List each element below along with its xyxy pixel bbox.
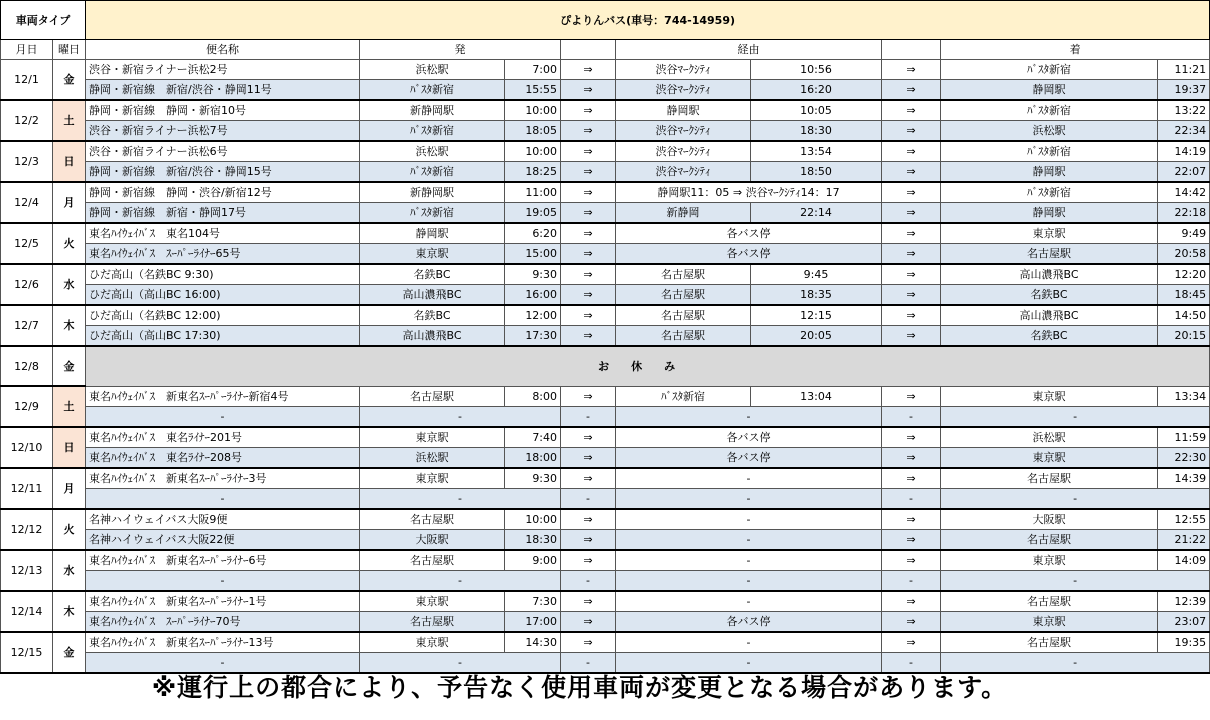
departure-place: ﾊﾞｽﾀ新宿 xyxy=(360,203,505,224)
arrival-place: ﾊﾞｽﾀ新宿 xyxy=(941,182,1158,203)
date-cell: 12/14 xyxy=(1,591,53,632)
departure-time: 10:00 xyxy=(505,509,561,530)
arrow: ⇒ xyxy=(882,611,941,632)
weekday-cell: 土 xyxy=(53,100,86,141)
arrow: ⇒ xyxy=(561,121,616,142)
arrival-place: 名古屋駅 xyxy=(941,244,1158,265)
arrival-time: 12:39 xyxy=(1158,591,1210,612)
departure-time: 14:30 xyxy=(505,632,561,653)
arrow: ⇒ xyxy=(882,632,941,653)
arrow: ⇒ xyxy=(561,305,616,326)
arrival-time: 14:50 xyxy=(1158,305,1210,326)
arrival-place: 高山濃飛BC xyxy=(941,305,1158,326)
departure-place: ﾊﾞｽﾀ新宿 xyxy=(360,121,505,142)
weekday-cell: 水 xyxy=(53,550,86,591)
date-cell: 12/5 xyxy=(1,223,53,264)
arrival-time: 13:22 xyxy=(1158,100,1210,121)
route-name: 東名ﾊｲｳｪｲﾊﾞｽ 新東名ｽｰﾊﾟｰﾗｲﾅｰ6号 xyxy=(86,550,360,571)
via-time: 10:05 xyxy=(751,100,882,121)
arrival-time: 12:20 xyxy=(1158,264,1210,285)
via-place: - xyxy=(616,550,882,571)
route-name: 渋谷・新宿ライナー浜松2号 xyxy=(86,60,360,80)
route-name: ひだ高山（高山BC 16:00) xyxy=(86,285,360,306)
departure-time: 7:30 xyxy=(505,591,561,612)
arrival-place: 浜松駅 xyxy=(941,427,1158,448)
arrival-time: 20:58 xyxy=(1158,244,1210,265)
route-name: 東名ﾊｲｳｪｲﾊﾞｽ ｽｰﾊﾟｰﾗｲﾅｰ65号 xyxy=(86,244,360,265)
route-name: 東名ﾊｲｳｪｲﾊﾞｽ 東名104号 xyxy=(86,223,360,244)
date-cell: 12/2 xyxy=(1,100,53,141)
via-time: 18:50 xyxy=(751,162,882,183)
arrival-place: 大阪駅 xyxy=(941,509,1158,530)
via-place: - xyxy=(616,591,882,612)
schedule-row xyxy=(1,529,1210,550)
via-place: 各バス停 xyxy=(616,447,882,468)
weekday-cell: 日 xyxy=(53,427,86,468)
departure-time: 7:00 xyxy=(505,60,561,80)
arrival-time: 22:30 xyxy=(1158,447,1210,468)
via-place: - xyxy=(616,632,882,653)
via-place: - xyxy=(616,509,882,530)
route-name: 静岡・新宿線 新宿・静岡17号 xyxy=(86,203,360,224)
col-header-via: 経由 xyxy=(616,40,882,60)
via-time: 18:30 xyxy=(751,121,882,142)
arrival-place: 高山濃飛BC xyxy=(941,264,1158,285)
arrow: ⇒ xyxy=(561,427,616,448)
arrow: ⇒ xyxy=(561,386,616,406)
date-cell: 12/11 xyxy=(1,468,53,509)
schedule-row xyxy=(1,203,1210,224)
arrow: ⇒ xyxy=(561,141,616,162)
weekday-cell: 月 xyxy=(53,182,86,223)
via-place: - xyxy=(616,468,882,489)
holiday-cell: お休み xyxy=(86,346,1210,386)
departure-time: 17:30 xyxy=(505,326,561,347)
date-cell: 12/10 xyxy=(1,427,53,468)
via-place: ﾊﾞｽﾀ新宿 xyxy=(616,386,751,406)
schedule-row xyxy=(1,100,1210,121)
departure-place: 東京駅 xyxy=(360,591,505,612)
route-name: 静岡・新宿線 新宿/渋谷・静岡15号 xyxy=(86,162,360,183)
schedule-row xyxy=(1,488,1210,509)
arrow: ⇒ xyxy=(882,80,941,101)
schedule-row xyxy=(1,386,1210,406)
departure-time: 18:30 xyxy=(505,529,561,550)
schedule-row xyxy=(1,611,1210,632)
arrow: ⇒ xyxy=(882,203,941,224)
weekday-cell: 月 xyxy=(53,468,86,509)
arrow: ⇒ xyxy=(561,203,616,224)
departure-time: 8:00 xyxy=(505,386,561,406)
route-name: 東名ﾊｲｳｪｲﾊﾞｽ ｽｰﾊﾟｰﾗｲﾅｰ70号 xyxy=(86,611,360,632)
departure-time: 10:00 xyxy=(505,100,561,121)
schedule-row xyxy=(1,550,1210,571)
arrow: ⇒ xyxy=(882,60,941,80)
arrow: ⇒ xyxy=(561,611,616,632)
col-header-name: 便名称 xyxy=(86,40,360,60)
arrival-time: 19:35 xyxy=(1158,632,1210,653)
departure-place: 東京駅 xyxy=(360,244,505,265)
arrow: ⇒ xyxy=(882,223,941,244)
arrow: ⇒ xyxy=(882,326,941,347)
via-time: 9:45 xyxy=(751,264,882,285)
via-time: 13:54 xyxy=(751,141,882,162)
arrow: ⇒ xyxy=(561,509,616,530)
arrow: ⇒ xyxy=(882,285,941,306)
col-header-date: 月日 xyxy=(1,40,53,60)
arrival-place: 静岡駅 xyxy=(941,80,1158,101)
via-place: - xyxy=(616,570,882,591)
via-time: 12:15 xyxy=(751,305,882,326)
departure-time: 17:00 xyxy=(505,611,561,632)
date-cell: 12/7 xyxy=(1,305,53,346)
route-name: 東名ﾊｲｳｪｲﾊﾞｽ 新東名ｽｰﾊﾟｰﾗｲﾅｰ新宿4号 xyxy=(86,386,360,406)
arrival-time: 22:07 xyxy=(1158,162,1210,183)
arrow: ⇒ xyxy=(882,244,941,265)
arrow: ⇒ xyxy=(882,141,941,162)
arrival-place: 東京駅 xyxy=(941,447,1158,468)
schedule-row xyxy=(1,141,1210,162)
arrow: - xyxy=(882,406,941,427)
departure-place: 名古屋駅 xyxy=(360,386,505,406)
arrow: - xyxy=(561,406,616,427)
arrow: ⇒ xyxy=(561,80,616,101)
route-name: ひだ高山（高山BC 17:30) xyxy=(86,326,360,347)
arrow: ⇒ xyxy=(882,182,941,203)
departure-time: 18:00 xyxy=(505,447,561,468)
date-cell: 12/3 xyxy=(1,141,53,182)
departure-time: 15:00 xyxy=(505,244,561,265)
schedule-row xyxy=(1,60,1210,80)
via-place: 各バス停 xyxy=(616,611,882,632)
arrow: ⇒ xyxy=(882,100,941,121)
arrow: ⇒ xyxy=(561,162,616,183)
arrow: ⇒ xyxy=(561,632,616,653)
arrival-place: 名古屋駅 xyxy=(941,529,1158,550)
via-place: 名古屋駅 xyxy=(616,264,751,285)
departure-time: 7:40 xyxy=(505,427,561,448)
arrival-place: ﾊﾞｽﾀ新宿 xyxy=(941,100,1158,121)
weekday-cell: 木 xyxy=(53,591,86,632)
via-place: 渋谷ﾏｰｸｼﾃｨ xyxy=(616,121,751,142)
arrival-time: 18:45 xyxy=(1158,285,1210,306)
via-place: - xyxy=(616,652,882,673)
schedule-row xyxy=(1,447,1210,468)
date-cell: 12/12 xyxy=(1,509,53,550)
arrow: ⇒ xyxy=(561,468,616,489)
departure-time: 19:05 xyxy=(505,203,561,224)
arrival-time: 19:37 xyxy=(1158,80,1210,101)
arrival-time: 21:22 xyxy=(1158,529,1210,550)
col-header-depart: 発 xyxy=(360,40,561,60)
arrow: ⇒ xyxy=(561,285,616,306)
route-name: - xyxy=(86,406,360,427)
arrival-time: 22:34 xyxy=(1158,121,1210,142)
arrival-place: 浜松駅 xyxy=(941,121,1158,142)
departure-place: - xyxy=(360,488,561,509)
departure-place: 高山濃飛BC xyxy=(360,326,505,347)
departure-time: 11:00 xyxy=(505,182,561,203)
weekday-cell: 土 xyxy=(53,386,86,427)
arrival-place: 静岡駅 xyxy=(941,162,1158,183)
arrow: ⇒ xyxy=(561,264,616,285)
arrival-place: - xyxy=(941,652,1210,673)
col-header-arrow2 xyxy=(882,40,941,60)
route-name: - xyxy=(86,652,360,673)
date-cell: 12/1 xyxy=(1,60,53,101)
col-header-arrive: 着 xyxy=(941,40,1210,60)
arrow: ⇒ xyxy=(561,60,616,80)
weekday-cell: 日 xyxy=(53,141,86,182)
route-name: 東名ﾊｲｳｪｲﾊﾞｽ 新東名ｽｰﾊﾟｰﾗｲﾅｰ3号 xyxy=(86,468,360,489)
date-cell: 12/6 xyxy=(1,264,53,305)
arrival-time: 11:21 xyxy=(1158,60,1210,80)
route-name: 東名ﾊｲｳｪｲﾊﾞｽ 東名ﾗｲﾅｰ201号 xyxy=(86,427,360,448)
departure-time: 9:00 xyxy=(505,550,561,571)
departure-place: 名古屋駅 xyxy=(360,509,505,530)
via-place: 名古屋駅 xyxy=(616,326,751,347)
arrow: - xyxy=(882,488,941,509)
arrival-time: 22:18 xyxy=(1158,203,1210,224)
schedule-row xyxy=(1,468,1210,489)
via-time: 13:04 xyxy=(751,386,882,406)
route-name: 渋谷・新宿ライナー浜松6号 xyxy=(86,141,360,162)
arrival-time: 12:55 xyxy=(1158,509,1210,530)
departure-time: 9:30 xyxy=(505,468,561,489)
departure-place: 東京駅 xyxy=(360,468,505,489)
schedule-row xyxy=(1,632,1210,653)
departure-place: 名古屋駅 xyxy=(360,550,505,571)
via-time: 18:35 xyxy=(751,285,882,306)
arrival-time: 20:15 xyxy=(1158,326,1210,347)
day-row xyxy=(1,346,1210,386)
route-name: 東名ﾊｲｳｪｲﾊﾞｽ 新東名ｽｰﾊﾟｰﾗｲﾅｰ13号 xyxy=(86,632,360,653)
arrow: ⇒ xyxy=(882,162,941,183)
arrival-place: 東京駅 xyxy=(941,223,1158,244)
via-place: - xyxy=(616,529,882,550)
arrow: ⇒ xyxy=(882,468,941,489)
departure-time: 10:00 xyxy=(505,141,561,162)
schedule-row xyxy=(1,570,1210,591)
departure-time: 6:20 xyxy=(505,223,561,244)
weekday-cell: 金 xyxy=(53,60,86,101)
departure-time: 12:00 xyxy=(505,305,561,326)
departure-place: 浜松駅 xyxy=(360,447,505,468)
via-place: - xyxy=(616,406,882,427)
arrow: ⇒ xyxy=(882,386,941,406)
departure-time: 9:30 xyxy=(505,264,561,285)
weekday-cell: 金 xyxy=(53,346,86,386)
via-place: 渋谷ﾏｰｸｼﾃｨ xyxy=(616,80,751,101)
schedule-row xyxy=(1,509,1210,530)
route-name: 渋谷・新宿ライナー浜松7号 xyxy=(86,121,360,142)
col-header-dow: 曜日 xyxy=(53,40,86,60)
via-place: 各バス停 xyxy=(616,244,882,265)
date-cell: 12/8 xyxy=(1,346,53,386)
route-name: 静岡・新宿線 静岡・渋谷/新宿12号 xyxy=(86,182,360,203)
route-name: - xyxy=(86,488,360,509)
via-place: 渋谷ﾏｰｸｼﾃｨ xyxy=(616,141,751,162)
arrival-time: 14:09 xyxy=(1158,550,1210,571)
departure-place: 名鉄BC xyxy=(360,264,505,285)
via-time: 22:14 xyxy=(751,203,882,224)
via-place: 静岡駅11：05 ⇒ 渋谷ﾏｰｸｼﾃｨ14：17 xyxy=(616,182,882,203)
arrival-place: 名古屋駅 xyxy=(941,591,1158,612)
via-place: 名古屋駅 xyxy=(616,305,751,326)
arrival-place: ﾊﾞｽﾀ新宿 xyxy=(941,141,1158,162)
schedule-row xyxy=(1,264,1210,285)
departure-place: 名古屋駅 xyxy=(360,611,505,632)
via-place: 渋谷ﾏｰｸｼﾃｨ xyxy=(616,60,751,80)
arrow: ⇒ xyxy=(882,509,941,530)
arrow: ⇒ xyxy=(882,121,941,142)
departure-time: 18:05 xyxy=(505,121,561,142)
arrow: - xyxy=(561,488,616,509)
date-cell: 12/13 xyxy=(1,550,53,591)
departure-place: ﾊﾞｽﾀ新宿 xyxy=(360,162,505,183)
departure-place: - xyxy=(360,406,561,427)
arrow: ⇒ xyxy=(882,447,941,468)
via-place: 渋谷ﾏｰｸｼﾃｨ xyxy=(616,162,751,183)
arrival-time: 14:42 xyxy=(1158,182,1210,203)
arrival-place: 東京駅 xyxy=(941,611,1158,632)
via-place: 各バス停 xyxy=(616,427,882,448)
departure-place: 東京駅 xyxy=(360,427,505,448)
route-name: ひだ高山（名鉄BC 9:30) xyxy=(86,264,360,285)
arrival-place: 東京駅 xyxy=(941,550,1158,571)
route-name: ひだ高山（名鉄BC 12:00) xyxy=(86,305,360,326)
departure-time: 16:00 xyxy=(505,285,561,306)
arrow: ⇒ xyxy=(561,223,616,244)
route-name: 静岡・新宿線 新宿/渋谷・静岡11号 xyxy=(86,80,360,101)
arrival-place: 東京駅 xyxy=(941,386,1158,406)
arrival-place: - xyxy=(941,488,1210,509)
schedule-row xyxy=(1,162,1210,183)
arrow: ⇒ xyxy=(561,529,616,550)
arrow: ⇒ xyxy=(561,244,616,265)
weekday-cell: 金 xyxy=(53,632,86,673)
weekday-cell: 木 xyxy=(53,305,86,346)
departure-place: 名鉄BC xyxy=(360,305,505,326)
arrival-time: 11:59 xyxy=(1158,427,1210,448)
vehicle-type-label: 車両タイプ xyxy=(1,1,86,40)
departure-place: 大阪駅 xyxy=(360,529,505,550)
schedule-row xyxy=(1,326,1210,347)
arrow: ⇒ xyxy=(882,591,941,612)
route-name: - xyxy=(86,570,360,591)
arrow: - xyxy=(561,652,616,673)
schedule-row xyxy=(1,244,1210,265)
departure-time: 15:55 xyxy=(505,80,561,101)
arrival-time: 13:34 xyxy=(1158,386,1210,406)
departure-place: ﾊﾞｽﾀ新宿 xyxy=(360,80,505,101)
arrow: ⇒ xyxy=(561,447,616,468)
via-time: 16:20 xyxy=(751,80,882,101)
arrow: ⇒ xyxy=(561,100,616,121)
page-title: ぴよりんバス(車号：744-14959) xyxy=(86,1,1210,40)
arrow: ⇒ xyxy=(561,182,616,203)
via-place: 各バス停 xyxy=(616,223,882,244)
arrow: - xyxy=(882,652,941,673)
arrival-place: 名鉄BC xyxy=(941,285,1158,306)
arrow: ⇒ xyxy=(561,326,616,347)
weekday-cell: 火 xyxy=(53,223,86,264)
arrow: - xyxy=(882,570,941,591)
weekday-cell: 火 xyxy=(53,509,86,550)
arrival-place: ﾊﾞｽﾀ新宿 xyxy=(941,60,1158,80)
via-place: 新静岡 xyxy=(616,203,751,224)
departure-place: 浜松駅 xyxy=(360,141,505,162)
date-cell: 12/9 xyxy=(1,386,53,427)
arrow: ⇒ xyxy=(561,591,616,612)
route-name: 静岡・新宿線 静岡・新宿10号 xyxy=(86,100,360,121)
footer-note: ※運行上の都合により、予告なく使用車両が変更となる場合があります。 xyxy=(151,673,1008,702)
departure-place: 浜松駅 xyxy=(360,60,505,80)
departure-place: 高山濃飛BC xyxy=(360,285,505,306)
arrival-place: - xyxy=(941,406,1210,427)
arrival-time: 14:39 xyxy=(1158,468,1210,489)
schedule-row xyxy=(1,591,1210,612)
arrow: ⇒ xyxy=(882,550,941,571)
route-name: 東名ﾊｲｳｪｲﾊﾞｽ 東名ﾗｲﾅｰ208号 xyxy=(86,447,360,468)
route-name: 東名ﾊｲｳｪｲﾊﾞｽ 新東名ｽｰﾊﾟｰﾗｲﾅｰ1号 xyxy=(86,591,360,612)
schedule-row xyxy=(1,80,1210,101)
departure-place: 新静岡駅 xyxy=(360,182,505,203)
via-place: 名古屋駅 xyxy=(616,285,751,306)
route-name: 名神ハイウェイバス大阪9便 xyxy=(86,509,360,530)
arrival-place: 静岡駅 xyxy=(941,203,1158,224)
arrow: ⇒ xyxy=(882,305,941,326)
arrow: ⇒ xyxy=(882,529,941,550)
departure-place: 静岡駅 xyxy=(360,223,505,244)
weekday-cell: 水 xyxy=(53,264,86,305)
via-place: - xyxy=(616,488,882,509)
via-time: 20:05 xyxy=(751,326,882,347)
departure-place: 新静岡駅 xyxy=(360,100,505,121)
arrival-place: 名古屋駅 xyxy=(941,468,1158,489)
departure-place: - xyxy=(360,652,561,673)
arrival-time: 23:07 xyxy=(1158,611,1210,632)
arrow: ⇒ xyxy=(882,427,941,448)
schedule-row xyxy=(1,182,1210,203)
schedule-row xyxy=(1,406,1210,427)
date-cell: 12/15 xyxy=(1,632,53,673)
schedule-row xyxy=(1,223,1210,244)
date-cell: 12/4 xyxy=(1,182,53,223)
arrival-place: - xyxy=(941,570,1210,591)
via-place: 静岡駅 xyxy=(616,100,751,121)
via-time: 10:56 xyxy=(751,60,882,80)
departure-place: - xyxy=(360,570,561,591)
schedule-row xyxy=(1,285,1210,306)
arrow: ⇒ xyxy=(882,264,941,285)
schedule-row xyxy=(1,427,1210,448)
schedule-row xyxy=(1,305,1210,326)
col-header-arrow1 xyxy=(561,40,616,60)
arrival-place: 名古屋駅 xyxy=(941,632,1158,653)
arrow: ⇒ xyxy=(561,550,616,571)
arrow: - xyxy=(561,570,616,591)
schedule-row xyxy=(1,121,1210,142)
route-name: 名神ハイウェイバス大阪22便 xyxy=(86,529,360,550)
arrival-time: 9:49 xyxy=(1158,223,1210,244)
departure-time: 18:25 xyxy=(505,162,561,183)
departure-place: 東京駅 xyxy=(360,632,505,653)
arrival-time: 14:19 xyxy=(1158,141,1210,162)
arrival-place: 名鉄BC xyxy=(941,326,1158,347)
